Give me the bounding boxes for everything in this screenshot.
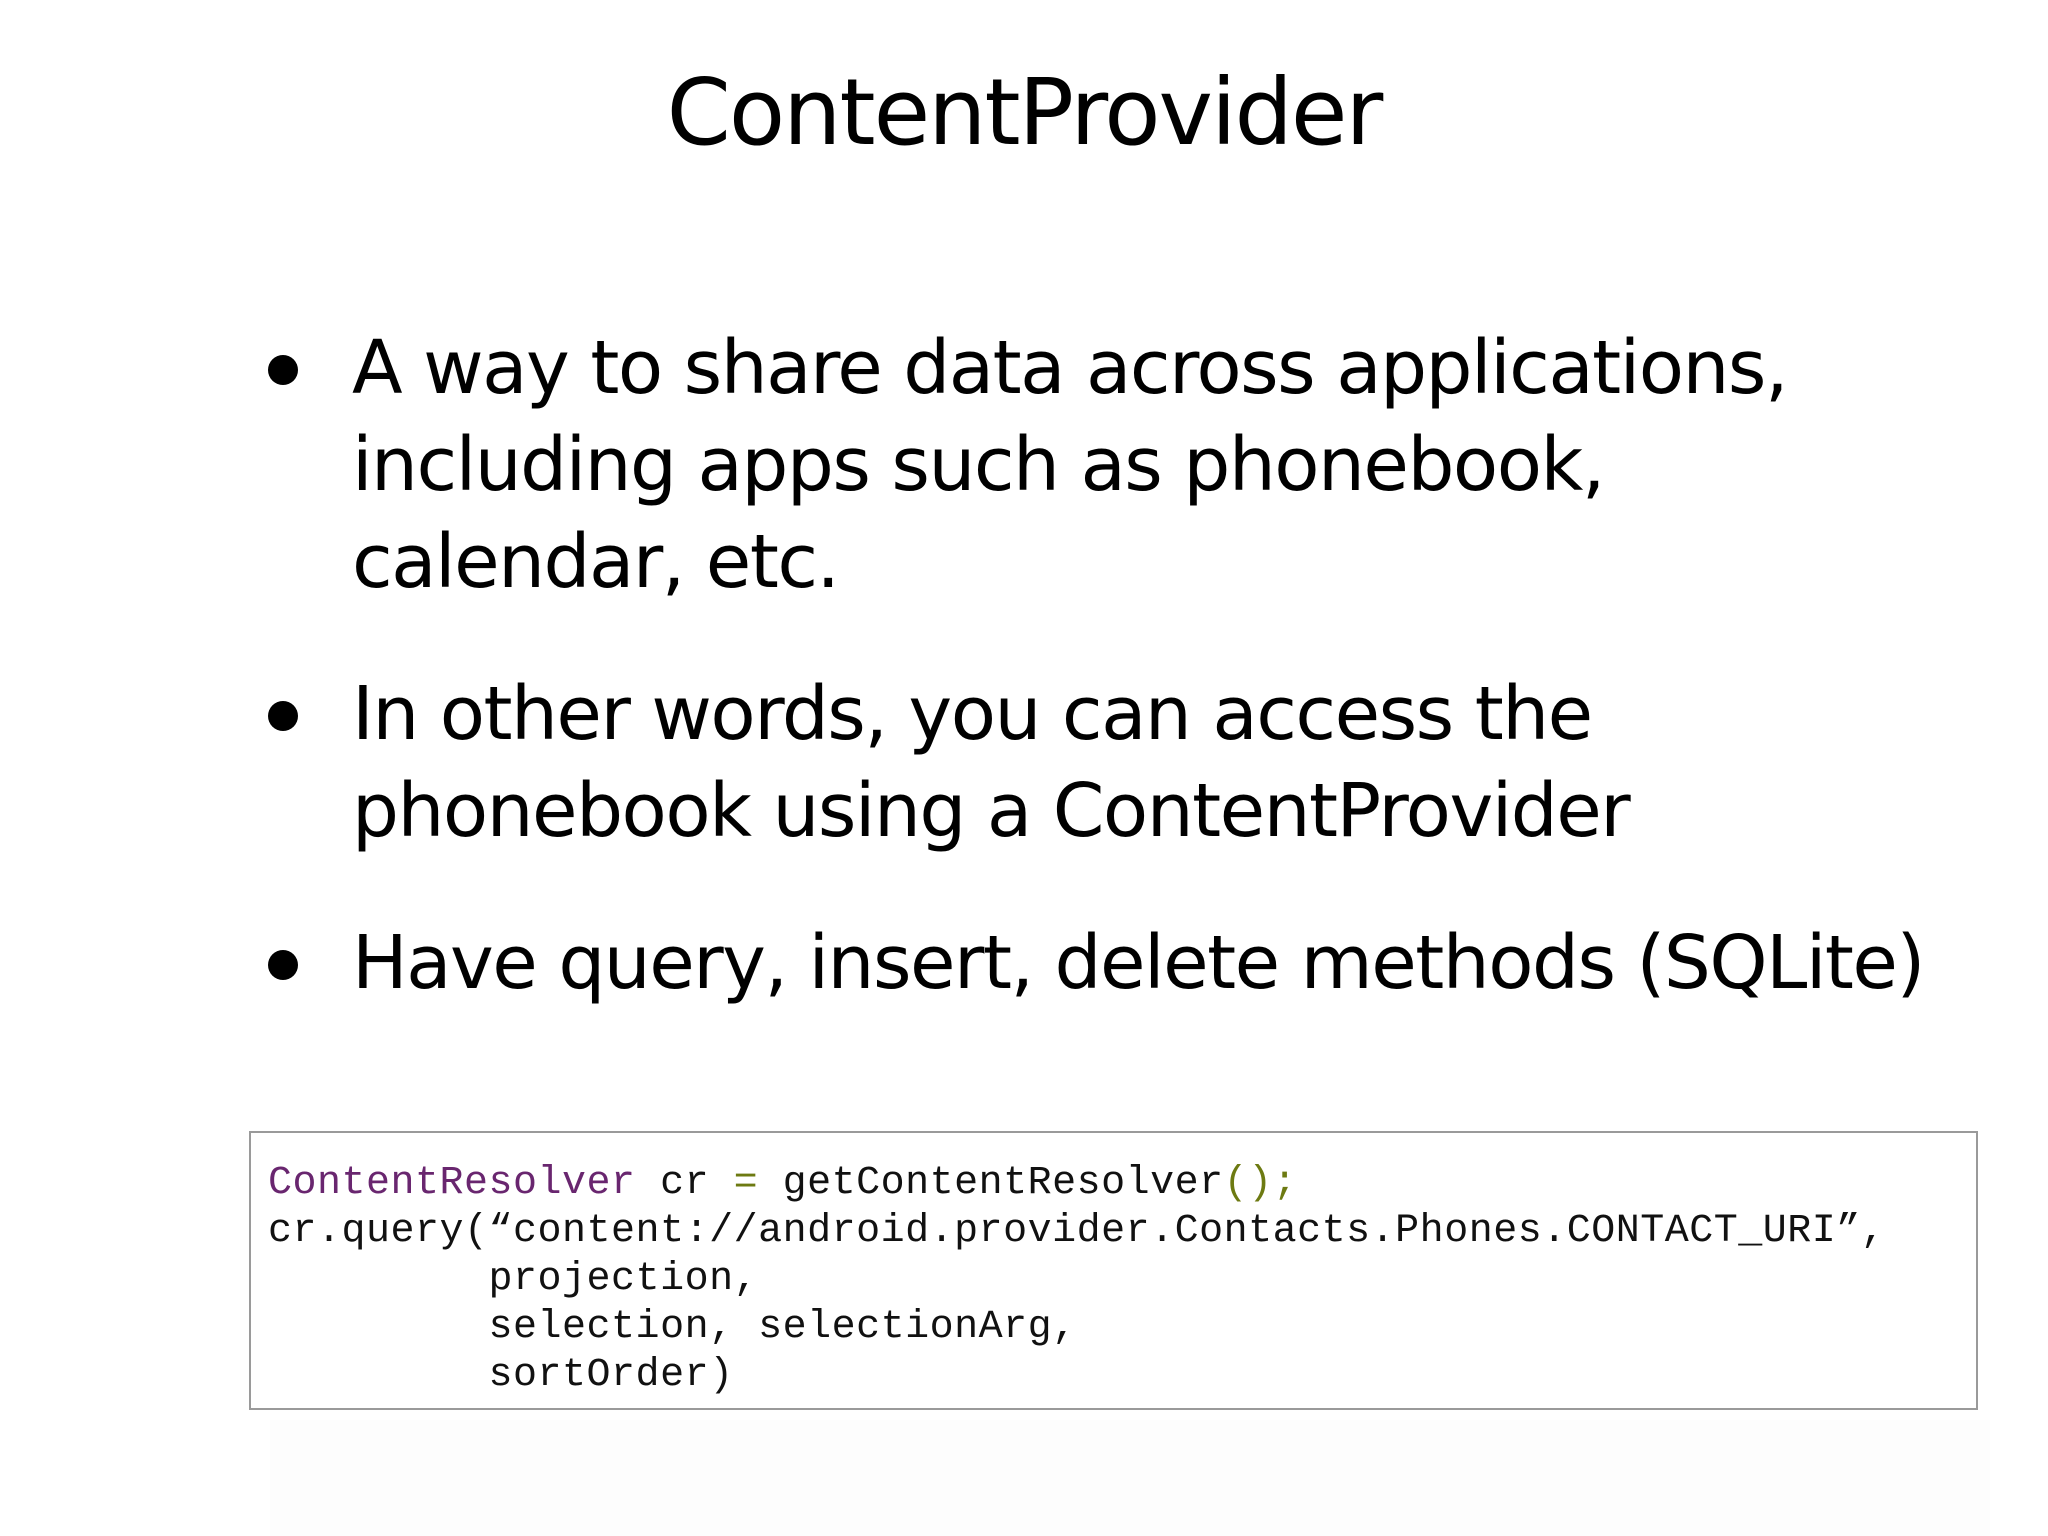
- bullet-text: In other words, you can access the phonebook using a ContentProvider: [352, 671, 1630, 854]
- code-var-token: cr: [635, 1161, 734, 1206]
- code-snippet: [249, 1131, 1978, 1410]
- bullet-item: [262, 915, 1992, 1012]
- code-line: selection, selectionArg,: [268, 1305, 1077, 1350]
- code-line: projection,: [268, 1257, 759, 1302]
- background-shade: [270, 1420, 1990, 1536]
- bullet-dot-icon: [268, 701, 298, 731]
- bullet-text: A way to share data across applications, including apps such as phonebook, calendar, etc.: [352, 325, 1787, 605]
- bullet-dot-icon: [268, 355, 298, 385]
- code-line: sortOrder): [268, 1353, 734, 1398]
- code-call-token: getContentResolver: [758, 1161, 1224, 1206]
- code-line: [268, 1160, 1960, 1208]
- code-parens-token: ();: [1223, 1161, 1298, 1206]
- code-operator-token: =: [733, 1161, 759, 1206]
- code-type-token: ContentResolver: [268, 1161, 636, 1206]
- bullet-item: [262, 320, 1802, 611]
- bullet-list: [262, 320, 1924, 1067]
- code-line: cr.query(“content://android.provider.Contacts.Phones.CONTACT_URI”,: [268, 1209, 1886, 1254]
- bullet-item: [262, 666, 1752, 860]
- bullet-text: Have query, insert, delete methods (SQLite): [352, 920, 1924, 1006]
- slide-title: ContentProvider: [666, 59, 1382, 166]
- bullet-dot-icon: [268, 950, 298, 980]
